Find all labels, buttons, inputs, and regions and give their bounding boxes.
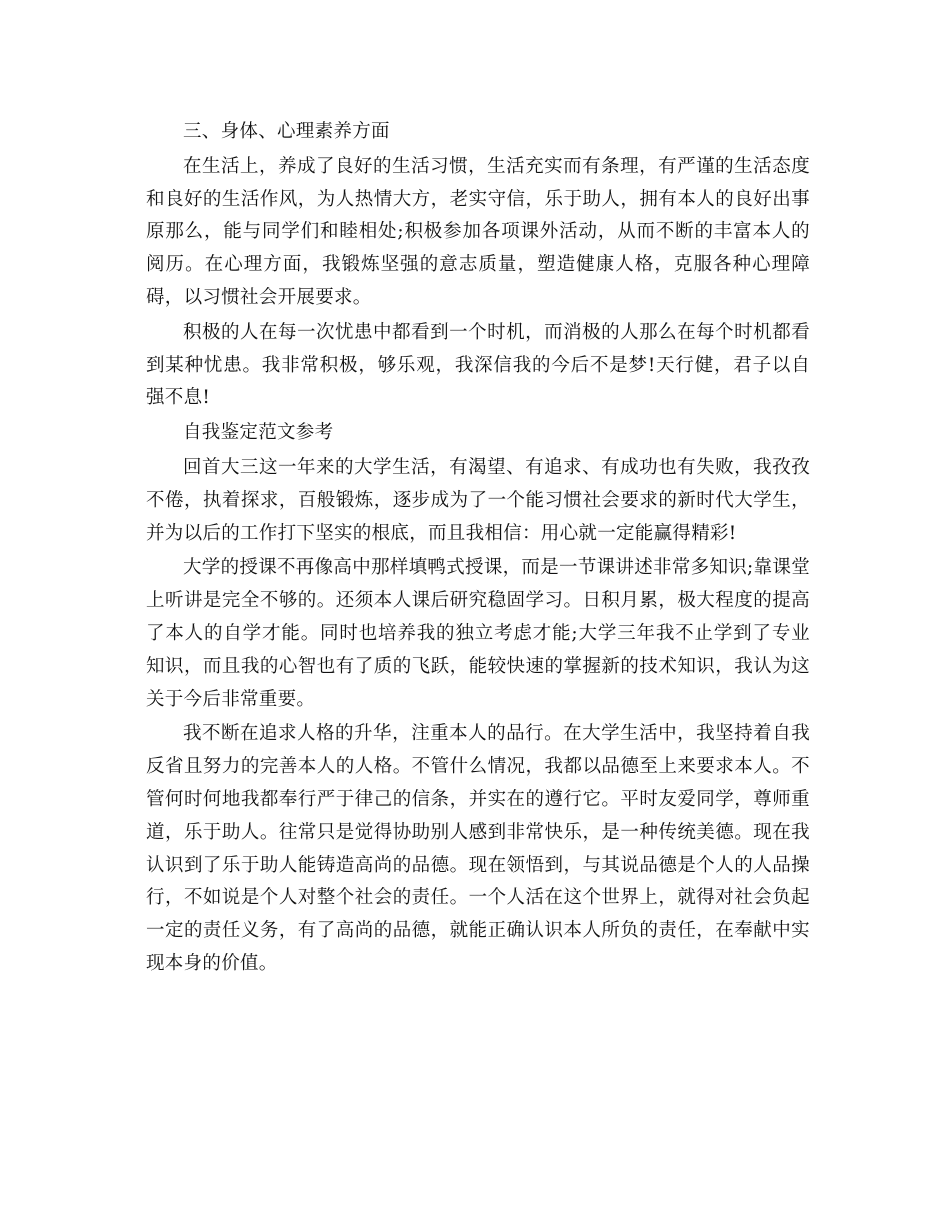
paragraph-life-habits: 在生活上，养成了良好的生活习惯，生活充实而有条理，有严谨的生活态度和良好的生活作风，为人热情大方，老实守信，乐于助人，拥有本人的良好出事原那么，能与同学们和睦相处;积极参加各项课外活动，从而不断的丰富本人的阅历。在心理方面，我锻炼坚强的意志质量，塑造健康人格，克服各种心理障碍，以习惯社会开展要求。	[146, 155, 810, 308]
document-body	[146, 116, 810, 981]
section-heading-self-evaluation: 自我鉴定范文参考	[183, 422, 334, 444]
section-heading-physical-mental: 三、身体、心理素养方面	[183, 121, 390, 142]
paragraph-optimism: 积极的人在每一次忧患中都看到一个时机，而消极的人那么在每个时机都看到某种忧患。我非常积极，够乐观，我深信我的今后不是梦!天行健，君子以自强不息!	[146, 321, 810, 409]
paragraph-junior-year-review: 回首大三这一年来的大学生活，有渴望、有追求、有成功也有失败，我孜孜不倦，执着探求，百般锻炼，逐步成为了一个能习惯社会要求的新时代大学生，并为以后的工作打下坚实的根底，而且我相信：用心就一定能赢得精彩!	[146, 456, 810, 544]
paragraph-self-study: 大学的授课不再像高中那样填鸭式授课，而是一节课讲述非常多知识;靠课堂上听讲是完全不够的。还须本人课后研究稳固学习。日积月累，极大程度的提高了本人的自学才能。同时也培养我的独立考虑才能;大学三年我不止学到了专业知识，而且我的心智也有了质的飞跃，能较快速的掌握新的技术知识，我认为这关于今后非常重要。	[146, 557, 810, 710]
paragraph-character-building: 我不断在追求人格的升华，注重本人的品行。在大学生活中，我坚持着自我反省且努力的完善本人的人格。不管什么情况，我都以品德至上来要求本人。不管何时何地我都奉行严于律己的信条，并实在的遵行它。平时友爱同学，尊师重道，乐于助人。往常只是觉得协助别人感到非常快乐，是一种传统美德。现在我认识到了乐于助人能铸造高尚的品德。现在领悟到，与其说品德是个人的人品操行，不如说是个人对整个社会的责任。一个人活在这个世界上，就得对社会负起一定的责任义务，有了高尚的品德，就能正确认识本人所负的责任，在奉献中实现本身的价值。	[146, 723, 810, 974]
